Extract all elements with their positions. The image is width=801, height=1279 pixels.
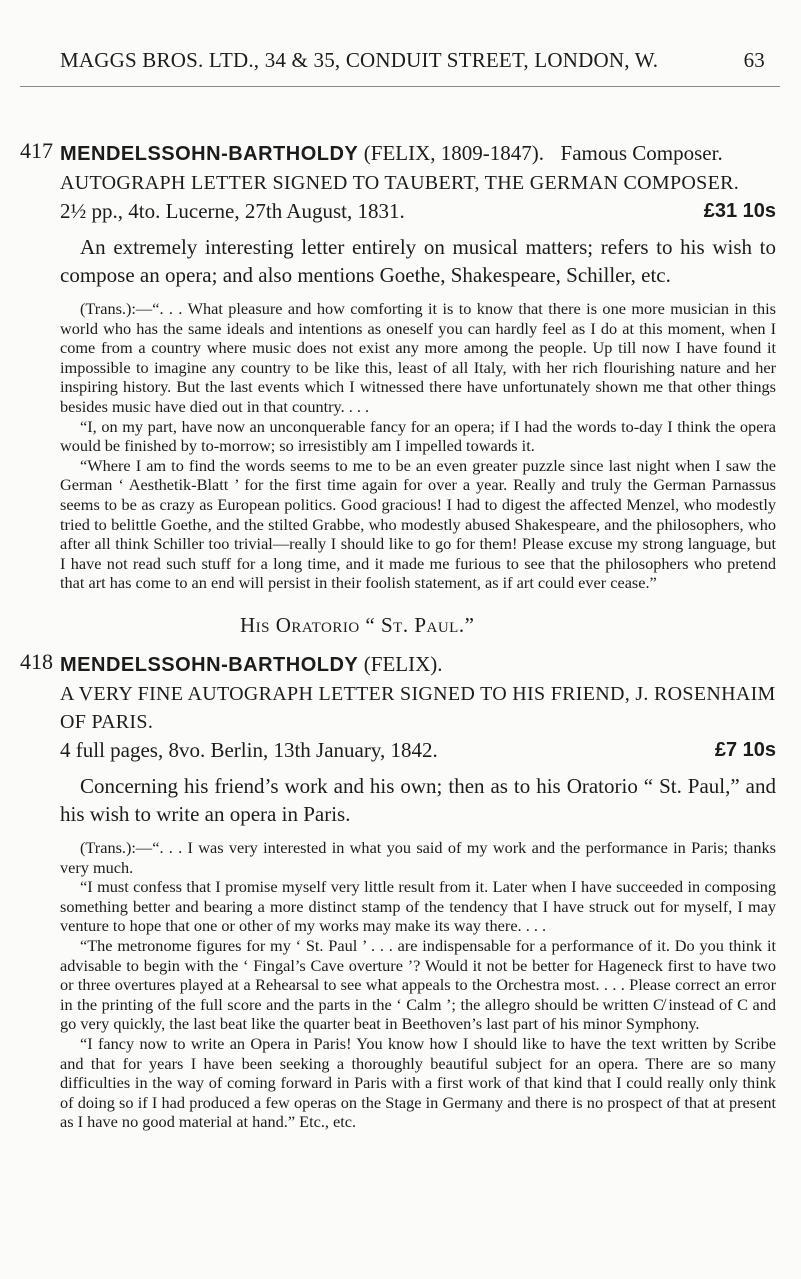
lot-number: 417	[20, 138, 53, 163]
header-rule	[20, 86, 780, 87]
item-title: A VERY FINE AUTOGRAPH LETTER SIGNED TO HIS FRIEND, J. ROSENHAIM OF PARIS.	[60, 683, 776, 733]
item-price: £31 10s	[703, 200, 776, 222]
item-title: AUTOGRAPH LETTER SIGNED TO TAUBERT, THE GERMAN COMPOSER.	[60, 172, 740, 194]
item-summary: Concerning his friend’s work and his own; then as to his Oratorio “ St. Paul,” and his wish to write an opera in Paris.	[60, 774, 776, 826]
translated-quote	[60, 299, 776, 593]
quote-paragraph: (Trans.):—“. . . What pleasure and how comforting it is to know that there is one more musician in this world who has the same ideals and intentions as oneself you can hardly feel as I do at this moment, when I come from a country where music does not exist any more among the people. Up till now I have found it impossible to imagine any country to be like this, least of all Italy, with her rich flourishing nature and her inspiring history. But the last events which I witnessed there have unfortunately shown me that other things besides music have died out in that country. . . .	[60, 299, 776, 416]
quote-paragraph: “Where I am to find the words seems to me to be an even greater puzzle since last night when I saw the German ‘ Aesthetik-Blatt ’ for the first time again for over a year. Really and truly the German Parnassus seems to be as crazy as European politics. Good gracious! I had to digest the affected Menzel, who modestly tried to belittle Goethe, and the stilted Grabbe, who modestly abused Shakespeare, and the philosophers, who after all think Schiller too trivial—really I should like to go for them! Please excuse my strong language, but I have not read such stuff for a long time, and it made me furious to see that the philosophers who pretend that art has come to an end will persist in their foolish statement, as if art could ever cease.”	[60, 455, 776, 593]
item-summary: An extremely interesting letter entirely on musical matters; refers to his wish to compose an opera; and also mentions Goethe, Shakespeare, Schiller, etc.	[60, 235, 776, 287]
entry-heading	[60, 649, 776, 680]
header-text: MAGGS BROS. LTD., 34 & 35, CONDUIT STREET, LONDON, W.	[60, 48, 659, 72]
quote-paragraph: (Trans.):—“. . . I was very interested in what you said of my work and the performance in Paris; thanks very much.	[60, 838, 776, 877]
translated-quote	[60, 838, 776, 1132]
entry-body	[60, 649, 776, 1132]
item-format: 2½ pp., 4to. Lucerne, 27th August, 1831.	[60, 199, 405, 223]
entry-body	[60, 138, 776, 593]
author-dates: (FELIX, 1809-1847).	[363, 141, 545, 165]
entry-heading	[60, 138, 776, 169]
item-price: £7 10s	[714, 739, 776, 761]
section-subheading: His Oratorio “ St. Paul.”	[240, 613, 475, 637]
item-description	[60, 197, 776, 225]
item-format: 4 full pages, 8vo. Berlin, 13th January, 1842.	[60, 738, 438, 762]
author-dates: (FELIX).	[363, 652, 443, 676]
author-name: MENDELSSOHN-BARTHOLDY	[60, 143, 359, 165]
quote-paragraph: “I fancy now to write an Opera in Paris! You know how I should like to have the text written by Scribe and that for years I have been seeking a thoroughly beautiful subject for an opera. There are so many difficulties in the way of coming forward in Paris with a first work of that kind that I could really only think of doing so if I had produced a few operas on the Stage in Germany and there is no prospect of that at present as I have no good material at hand.” Etc., etc.	[60, 1033, 776, 1132]
author-name: MENDELSSOHN-BARTHOLDY	[60, 654, 359, 676]
author-note: Famous Composer.	[560, 141, 723, 165]
quote-paragraph: “I, on my part, have now an unconquerable fancy for an opera; if I had the words to-day I think the opera would be finished by to-morrow; so irresistibly am I impelled towards it.	[60, 416, 776, 456]
lot-number: 418	[20, 649, 53, 674]
item-description	[60, 736, 776, 764]
page-header	[60, 48, 765, 73]
page-number: 63	[743, 48, 765, 72]
quote-paragraph: “I must confess that I promise myself very little result from it. Later when I have succeeded in composing something better and bearing a more distinct stamp of the tendency that I have struck out for myself, I may venture to hope that one or other of my works may make its way there. . . .	[60, 877, 776, 936]
quote-paragraph: “The metronome figures for my ‘ St. Paul ’ . . . are indispensable for a performance of it. Do you think it advisable to begin with the ‘ Fingal’s Cave overture ’? Would it not be better for Hageneck first to have two or three overtures played at a Rehearsal to see what appeals to the Orchestra most. . . . Please correct an error in the printing of the full score and the parts in the ‘ Calm ’; the allegro should be written C̸ instead of C and go very quickly, the last beat like the quarter beat in Beethoven’s last part of his minor Symphony.	[60, 935, 776, 1034]
